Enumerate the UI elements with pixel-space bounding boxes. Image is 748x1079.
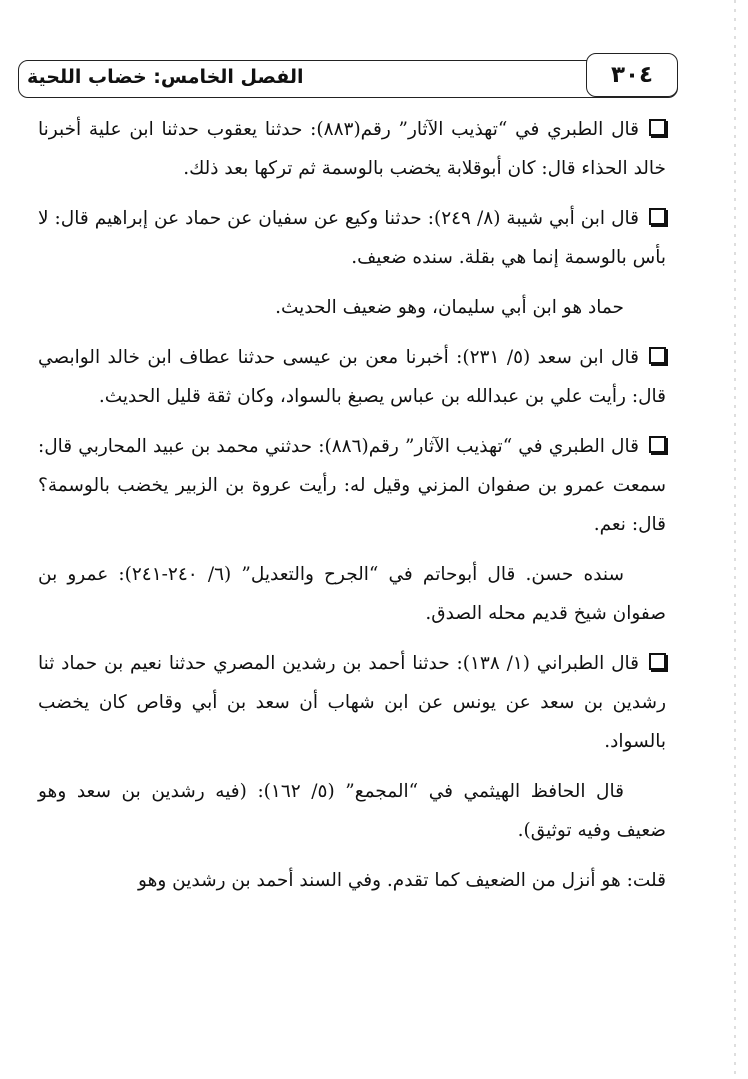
paragraph-text: قال الطبري في “تهذيب الآثار” رقم(٨٨٣): حدثنا يعقوب حدثنا ابن علية أخبرنا خالد الحذاء قال: كان أبوقلابة يخضب بالوسمة ثم تركها بعد ذلك. (38, 119, 666, 179)
body-text (38, 110, 666, 911)
paragraph (38, 644, 666, 761)
square-bullet-icon (649, 347, 666, 364)
paragraph-text: قال ابن سعد (٥/ ٢٣١): أخبرنا معن بن عيسى حدثنا عطاف ابن خالد الوابصي قال: رأيت علي بن عبدالله بن عباس يصبغ بالسواد، وكان ثقة قليل الحديث. (38, 347, 666, 407)
page-number: ٣٠٤ (586, 53, 678, 97)
chapter-title: الفصل الخامس: خضاب اللحية (27, 66, 304, 88)
paragraph-text: قال الطبراني (١/ ١٣٨): حدثنا أحمد بن رشدين المصري حدثنا نعيم بن حماد ثنا رشدين بن سعد عن يونس عن ابن شهاب أن سعد بن أبي وقاص كان يخضب بالسواد. (38, 653, 666, 752)
paragraph (38, 338, 666, 416)
square-bullet-icon (649, 436, 666, 453)
paragraph-text: قال الحافظ الهيثمي في “المجمع” (٥/ ١٦٢): (فيه رشدين بن سعد وهو ضعيف وفيه توثيق). (38, 781, 666, 841)
running-header (18, 60, 678, 98)
paragraph (38, 288, 666, 327)
paragraph (38, 772, 666, 850)
paragraph (38, 555, 666, 633)
paragraph-text: سنده حسن. قال أبوحاتم في “الجرح والتعديل” (٦/ ٢٤٠-٢٤١): عمرو بن صفوان شيخ قديم محله الصدق. (38, 564, 666, 624)
paragraph (38, 110, 666, 188)
paragraph-text: قال الطبري في “تهذيب الآثار” رقم(٨٨٦): حدثني محمد بن عبيد المحاربي قال: سمعت عمرو بن صفوان المزني وقيل له: رأيت عروة بن الزبير يخضب بالوسمة؟ قال: نعم. (38, 436, 666, 535)
page-edge-mark (734, 0, 736, 1079)
paragraph (38, 199, 666, 277)
square-bullet-icon (649, 653, 666, 670)
square-bullet-icon (649, 208, 666, 225)
square-bullet-icon (649, 119, 666, 136)
paragraph (38, 861, 666, 900)
paragraph-text: حماد هو ابن أبي سليمان، وهو ضعيف الحديث. (275, 297, 624, 318)
paragraph-text: قال ابن أبي شيبة (٨/ ٢٤٩): حدثنا وكيع عن سفيان عن حماد عن إبراهيم قال: لا بأس بالوسمة إنما هي بقلة. سنده ضعيف. (38, 208, 666, 268)
paragraph-text: قلت: هو أنزل من الضعيف كما تقدم. وفي السند أحمد بن رشدين وهو (138, 870, 666, 891)
paragraph (38, 427, 666, 544)
